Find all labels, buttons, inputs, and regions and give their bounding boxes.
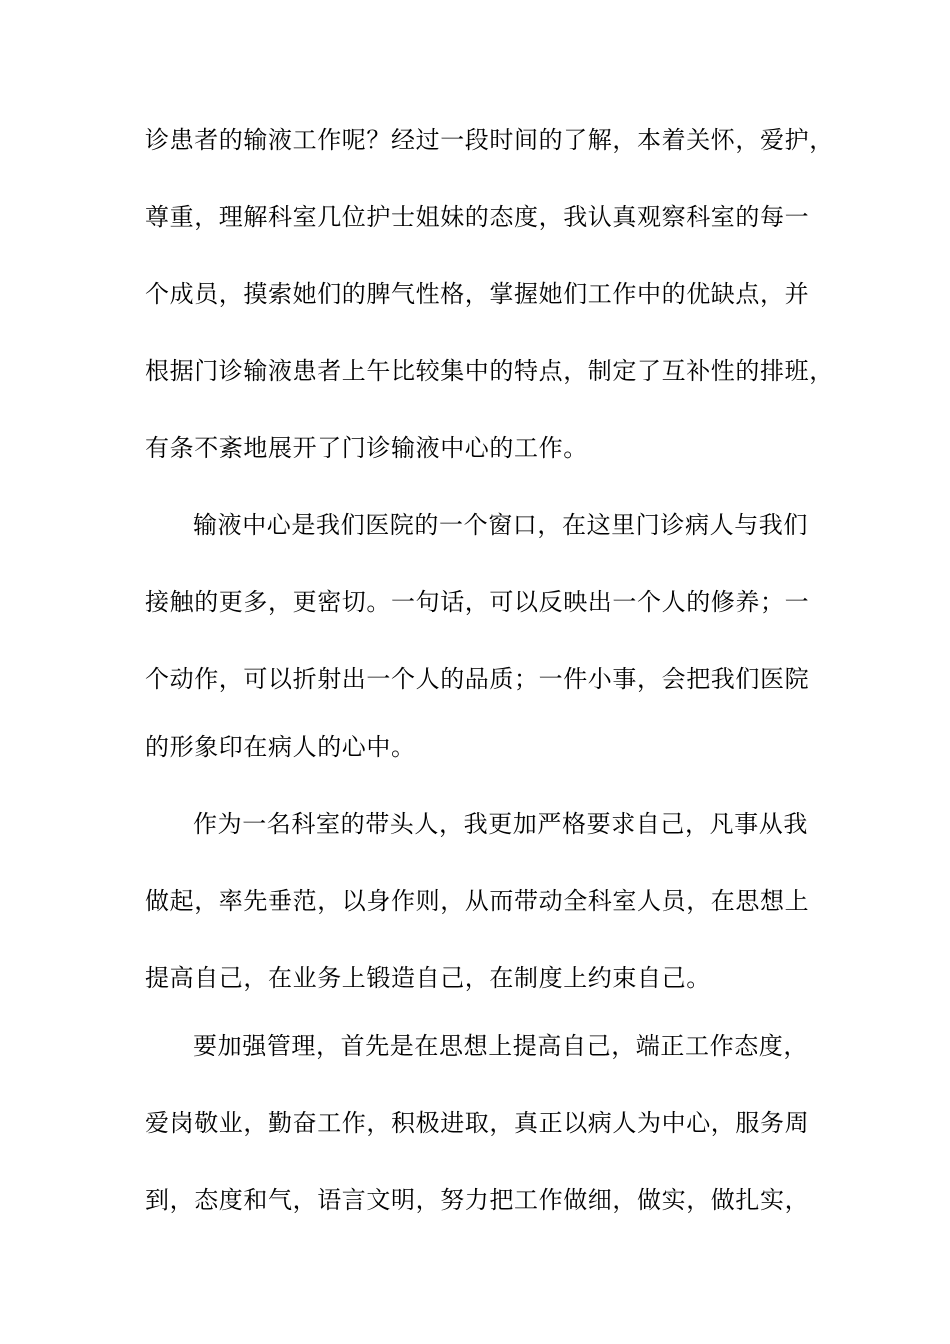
text-line: 到，态度和气，语言文明，努力把工作做细，做实，做扎实， — [145, 1186, 810, 1214]
text-line: 尊重，理解科室几位护士姐妹的态度，我认真观察科室的每一 — [145, 203, 810, 231]
text-line: 接触的更多，更密切。一句话，可以反映出一个人的修养；一 — [145, 588, 810, 616]
text-line: 爱岗敬业，勤奋工作，积极进取，真正以病人为中心，服务周 — [145, 1109, 810, 1137]
text-line: 个成员，摸索她们的脾气性格，掌握她们工作中的优缺点，并 — [145, 280, 810, 308]
text-line: 提高自己，在业务上锻造自己，在制度上约束自己。 — [145, 964, 711, 992]
text-line: 的形象印在病人的心中。 — [145, 733, 416, 761]
text-line: 做起，率先垂范，以身作则，从而带动全科室人员，在思想上 — [145, 887, 810, 915]
paragraph-first-line: 作为一名科室的带头人，我更加严格要求自己，凡事从我 — [193, 810, 808, 838]
paragraph-first-line: 输液中心是我们医院的一个窗口，在这里门诊病人与我们 — [193, 511, 808, 539]
text-line: 诊患者的输液工作呢？经过一段时间的了解，本着关怀，爱护， — [145, 126, 834, 154]
text-line: 个动作，可以折射出一个人的品质；一件小事，会把我们医院 — [145, 665, 810, 693]
text-line: 根据门诊输液患者上午比较集中的特点，制定了互补性的排班， — [145, 357, 834, 385]
text-line: 有条不紊地展开了门诊输液中心的工作。 — [145, 434, 588, 462]
paragraph-first-line: 要加强管理，首先是在思想上提高自己，端正工作态度， — [193, 1032, 808, 1060]
